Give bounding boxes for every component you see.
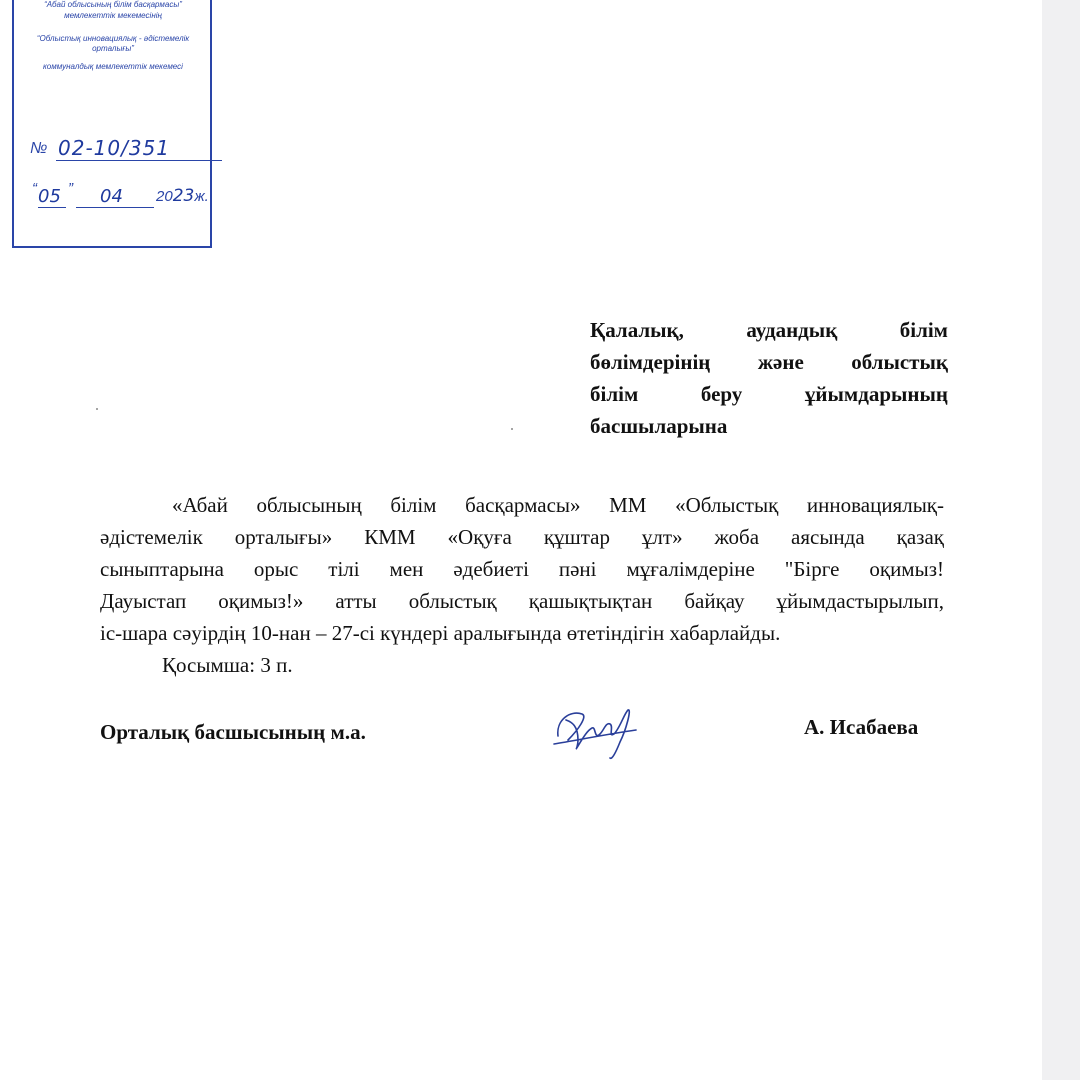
addressee-line-3: білім беру ұйымдарының: [590, 382, 948, 406]
stamp-date-row: [32, 182, 212, 208]
stamp-date-month: 04: [76, 186, 154, 208]
stamp-org-line-2: мемлекеттік мекемесінің: [64, 11, 162, 20]
signatory-name: А. Исабаева: [804, 715, 919, 739]
addressee-line-2: бөлімдерінің және облыстық: [590, 350, 948, 374]
addressee-line-1: Қалалық, аудандық білім: [590, 318, 948, 342]
stamp-date-year-prefix: 20: [156, 188, 173, 205]
handwritten-signature: [548, 700, 640, 764]
stamp-date-year: [156, 186, 209, 206]
scan-speck: [511, 428, 513, 430]
stamp-number-prefix: №: [30, 140, 48, 157]
body-line-1: «Абай облысының білім басқармасы» ММ «Облыстық инновациялық-: [172, 493, 944, 517]
stamp-org-line-1: “Абай облысының білім басқармасы”: [44, 0, 182, 9]
signatory-role: Орталық басшысының м.а.: [100, 720, 366, 744]
stamp-org-line-4: коммуналдық мемлекеттік мекемесі: [43, 62, 183, 71]
body-line-5: іс-шара сәуірдің 10-нан – 27-сі күндері аралығында өтетіндігін хабарлайды.: [100, 621, 781, 645]
addressee-block: [590, 314, 948, 442]
body-line-3: сыныптарына орыс тілі мен әдебиеті пәні мұғалімдеріне "Бірге оқимыз!: [100, 557, 944, 581]
stamp-date-year-suffix: 23: [172, 186, 195, 206]
body-line-2: әдістемелік орталығы» КММ «Оқуға құштар ұлт» жоба аясында қазақ: [100, 525, 944, 549]
stamp-registration-number: 02-10/351: [56, 136, 222, 161]
attachment-note: Қосымша: 3 п.: [162, 653, 293, 677]
stamp-registration-row: [30, 134, 210, 160]
registration-stamp: [12, 0, 212, 248]
stamp-date-quote-close: ”: [68, 180, 73, 197]
stamp-org-line-3: “Облыстық инновациялық - әдістемелік орталығы”: [36, 34, 190, 53]
letter-body: [100, 489, 944, 681]
addressee-line-4: басшыларына: [590, 414, 728, 438]
stamp-date-quote-open: “: [32, 180, 37, 197]
scan-speck: [96, 408, 98, 410]
right-margin-strip: [1042, 0, 1080, 1080]
body-line-4: Дауыстап оқимыз!» атты облыстық қашықтықтан байқау ұйымдастырылып,: [100, 589, 944, 613]
stamp-date-year-unit: ж.: [194, 188, 209, 205]
stamp-date-day: 05: [38, 186, 66, 208]
